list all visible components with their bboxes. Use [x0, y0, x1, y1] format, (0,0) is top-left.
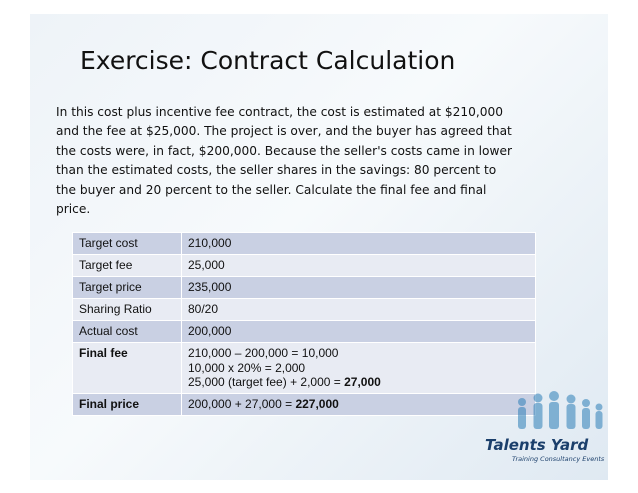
- final-price-label: Final price: [73, 393, 182, 415]
- table-row: [73, 299, 536, 321]
- final-fee-result: 27,000: [344, 375, 381, 389]
- calc-line-prefix: 200,000 + 27,000 =: [188, 396, 296, 411]
- table-row: [73, 321, 536, 343]
- table-row-final-fee: [73, 343, 536, 394]
- description-line: price.: [56, 202, 91, 217]
- contract-calculation-table: [72, 232, 536, 416]
- row-label: Sharing Ratio: [73, 299, 182, 321]
- row-value: 200,000: [182, 321, 536, 343]
- slide-title: Exercise: Contract Calculation: [80, 46, 456, 75]
- row-value: 235,000: [182, 277, 536, 299]
- table-row: [73, 277, 536, 299]
- table-row-final-price: [73, 393, 536, 415]
- calc-line-prefix: 25,000 (target fee) + 2,000 =: [188, 375, 345, 389]
- table-row: [73, 255, 536, 277]
- description-line: and the fee at $25,000. The project is over, and the buyer has agreed that: [56, 124, 512, 139]
- description-line: the costs were, in fact, $200,000. Because the seller's costs came in lower: [56, 143, 512, 158]
- calc-line: 10,000 x 20% = 2,000: [188, 360, 306, 375]
- description-line: In this cost plus incentive fee contract, the cost is estimated at $210,000: [56, 105, 504, 119]
- row-value: 25,000: [182, 255, 536, 277]
- final-price-result: 227,000: [295, 396, 339, 411]
- description-line: than the estimated costs, the seller shares in the savings: 80 percent to: [56, 163, 497, 178]
- logo-name: Talents Yard: [485, 436, 589, 454]
- final-fee-calculation: [182, 343, 536, 394]
- row-label: Actual cost: [73, 321, 182, 343]
- row-value: 210,000: [182, 233, 536, 255]
- calc-line: 210,000 – 200,000 = 10,000: [188, 346, 339, 360]
- final-fee-label: Final fee: [73, 343, 182, 394]
- logo-tagline: Training Consultancy Events: [512, 455, 605, 463]
- row-label: Target cost: [73, 233, 182, 255]
- row-value: 80/20: [182, 299, 536, 321]
- row-label: Target fee: [73, 255, 182, 277]
- row-label: Target price: [73, 277, 182, 299]
- table-row: [73, 233, 536, 255]
- exercise-description: [56, 103, 546, 219]
- description-line: the buyer and 20 percent to the seller. Calculate the final fee and final: [56, 182, 487, 197]
